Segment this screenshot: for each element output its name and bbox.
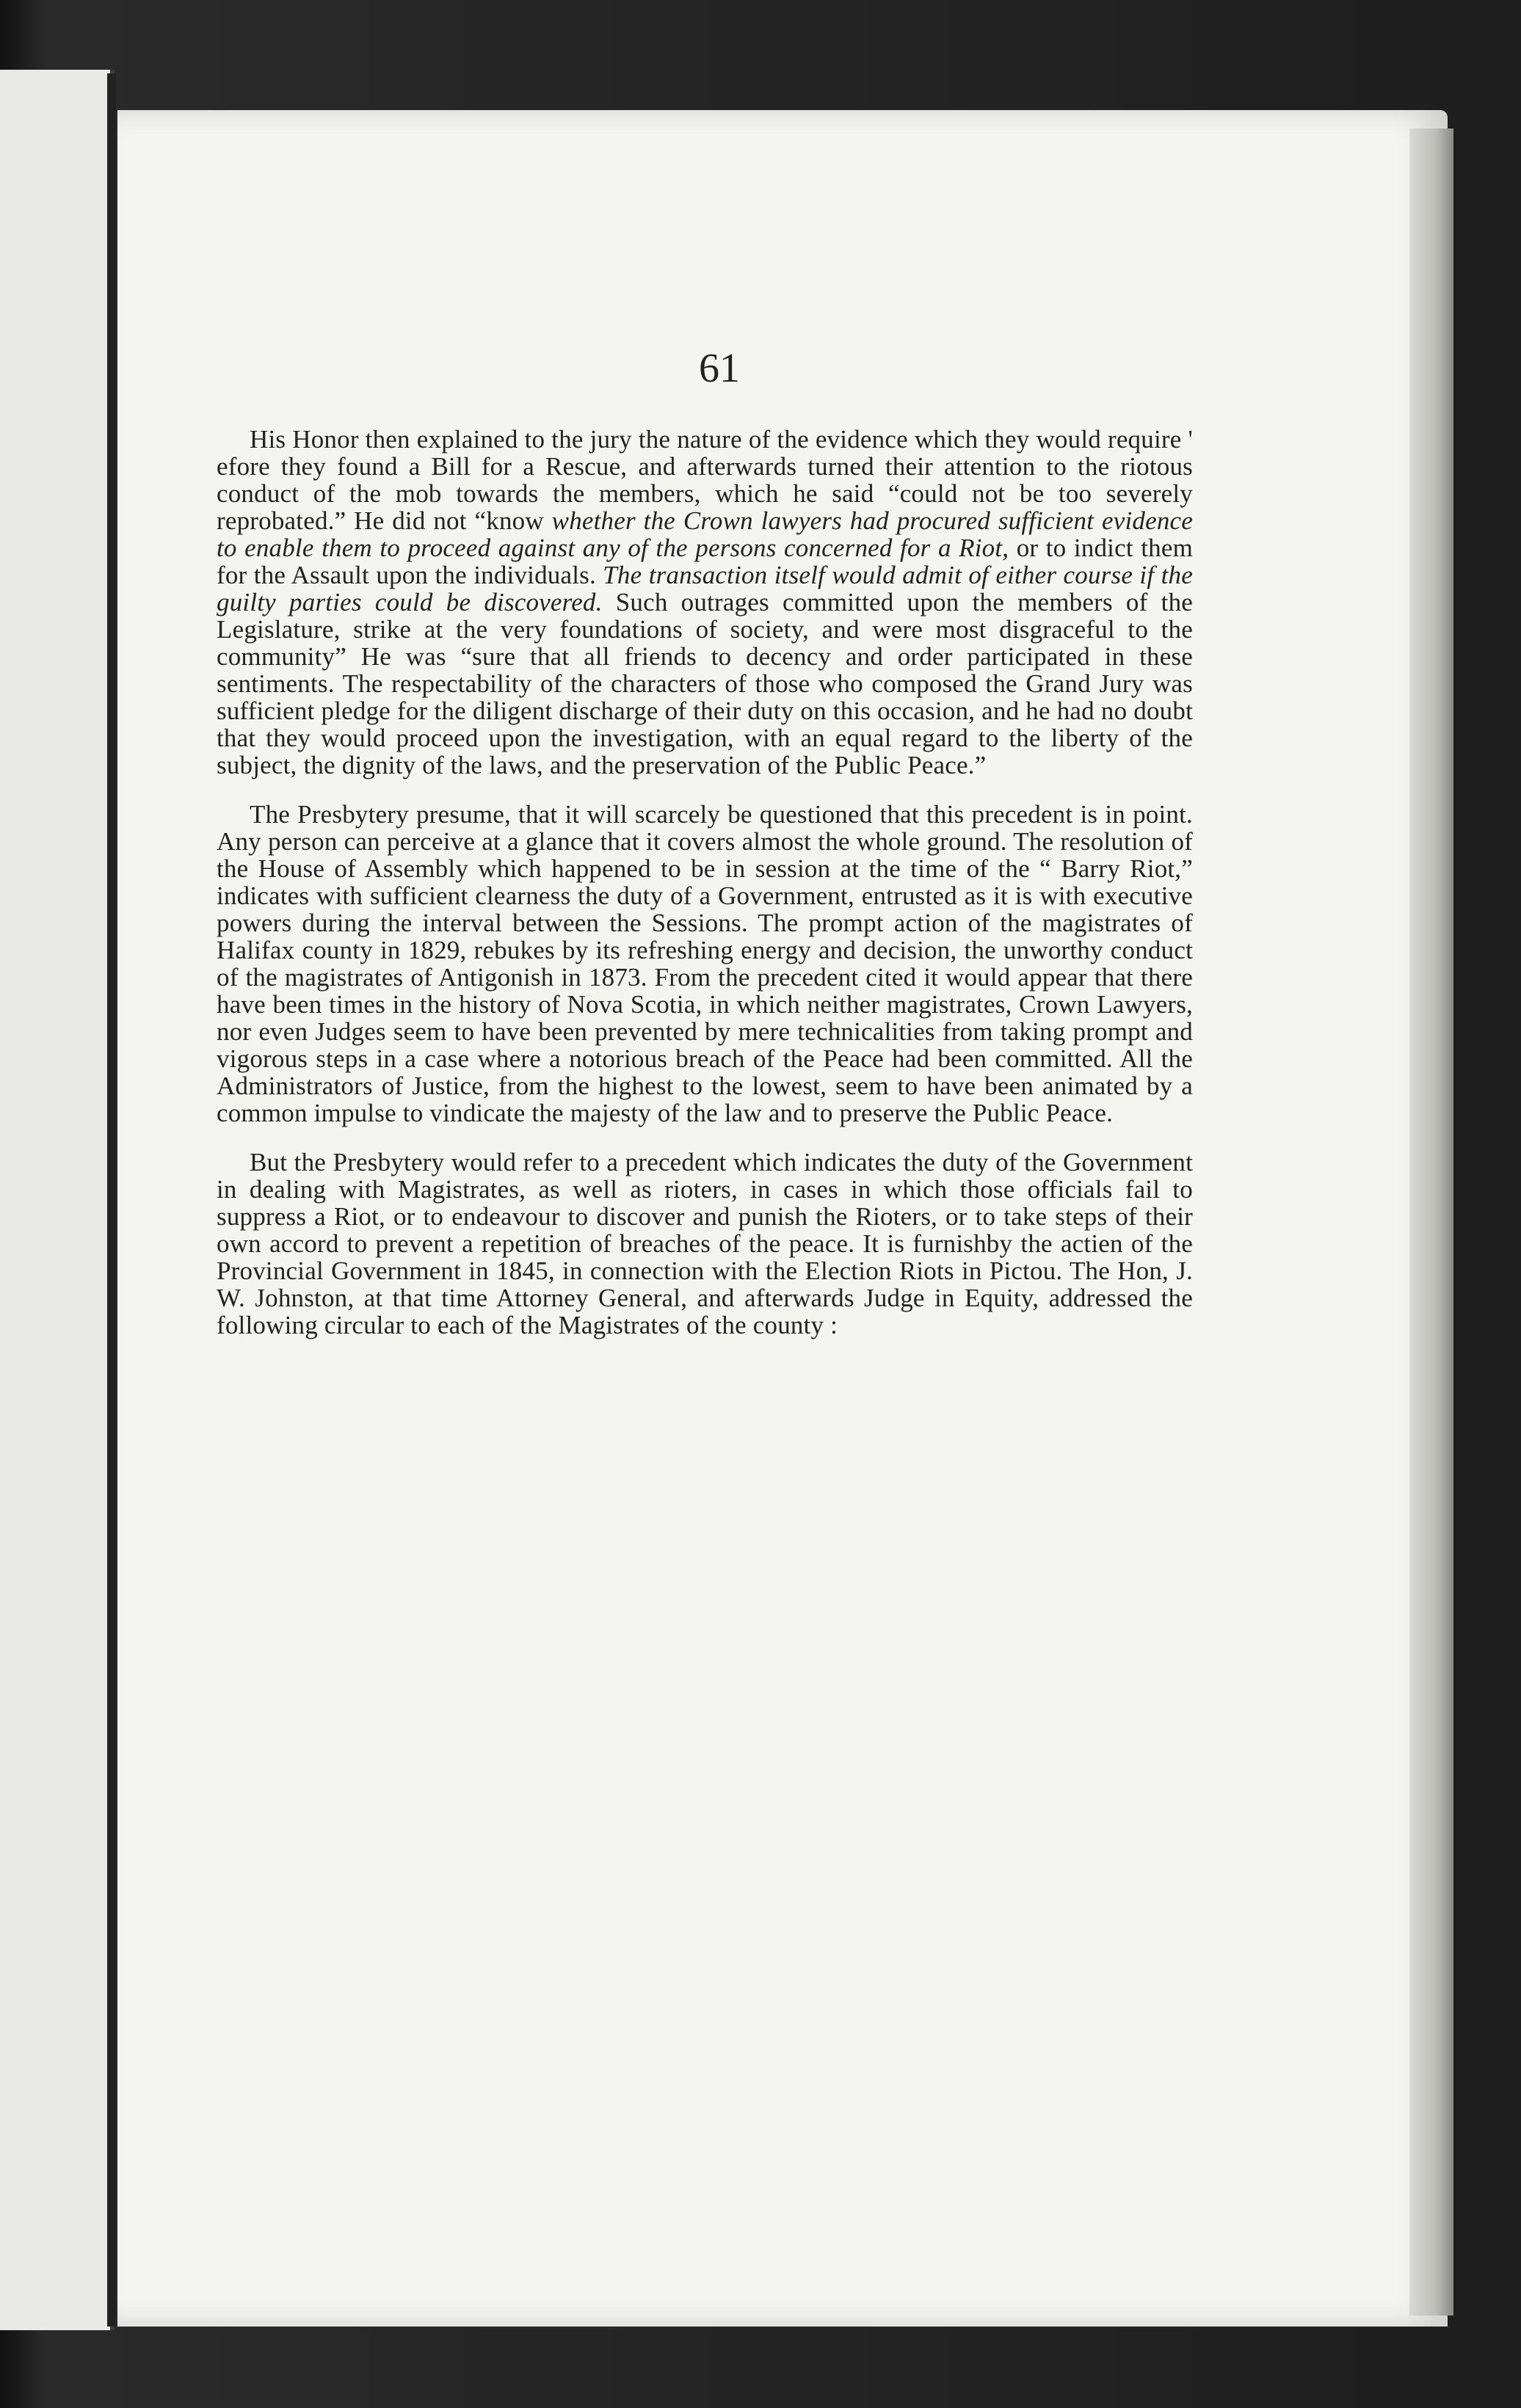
previous-page-edge [0, 70, 115, 2330]
text-run: But the Presbytery would refer to a precedent which indicates the duty of the Government in dealing with Magistrates, as well as rioters, in cases in which those officials fail to suppress a Riot, or to endeavour to discover and punish the Rioters, or to take steps of their own accord to prevent a repetition of breaches of the peace. It is furnishby the actien of the Provincial Government in 1845, in connection with the Election Riots in Pictou. The Hon, J. W. Johnston, at that time Attorney General, and afterwards Judge in Equity, addressed the following circular to each of the Magistrates of the county : [217, 1148, 1193, 1339]
italic-run: whether the Crown lawyers had procured sufficient evidence to enable them to proceed against any of the persons concerned for a Riot [217, 506, 1193, 562]
page-number: 61 [699, 346, 740, 391]
book-spine [107, 73, 116, 2327]
text-run: , or to indict them for the Assault upon the individuals. [217, 534, 1193, 589]
paragraph-1 [217, 426, 1193, 779]
text-run: The Presbytery presume, that it will scarcely be questioned that this precedent is in point. Any person can perceive at a glance that it covers almost the whole ground. The resolution of the House of Assembly which happened to be in session at the time of the “ Barry Riot,” indicates with sufficient clearness the duty of a Government, entrusted as it is with executive powers during the interval between the Sessions. The prompt action of the magistrates of Halifax county in 1829, rebukes by its refreshing energy and decision, the unworthy conduct of the magistrates of Antigonish in 1873. From the precedent cited it would appear that there have been times in the history of Nova Scotia, in which neither magistrates, Crown Lawyers, nor even Judges seem to have been prevented by mere technicalities from taking prompt and vigorous steps in a case where a notorious breach of the Peace had been committed. All the Administrators of Justice, from the highest to the lowest, seem to have been animated by a common impulse to vindicate the majesty of the law and to preserve the Public Peace. [217, 800, 1193, 1127]
paragraph-3 [217, 1149, 1193, 1339]
italic-run: The transaction itself would admit of either course if the guilty parties could be discovered. [217, 561, 1193, 616]
text-run: Such outrages committed upon the members of the Legislature, strike at the very foundations of society, and were most disgraceful to the community” He was “sure that all friends to decency and order participated in these sentiments. The respectability of the characters of those who composed the Grand Jury was sufficient pledge for the diligent discharge of their duty on this occasion, and he had no doubt that they would proceed upon the investigation, with an equal regard to the liberty of the subject, the dignity of the laws, and the preservation of the Public Peace.” [217, 588, 1193, 779]
page-body [217, 345, 1193, 1352]
page-stack-edge [1409, 128, 1453, 2316]
text-run: His Honor then explained to the jury the nature of the evidence which they would require ' efore they found a Bill for a Rescue, and afterwards turned their attention to the riotous conduct of the mob towards the members, which he said “could not be too severely reprobated.” He did not “know [217, 425, 1193, 535]
paragraph-2 [217, 801, 1193, 1127]
